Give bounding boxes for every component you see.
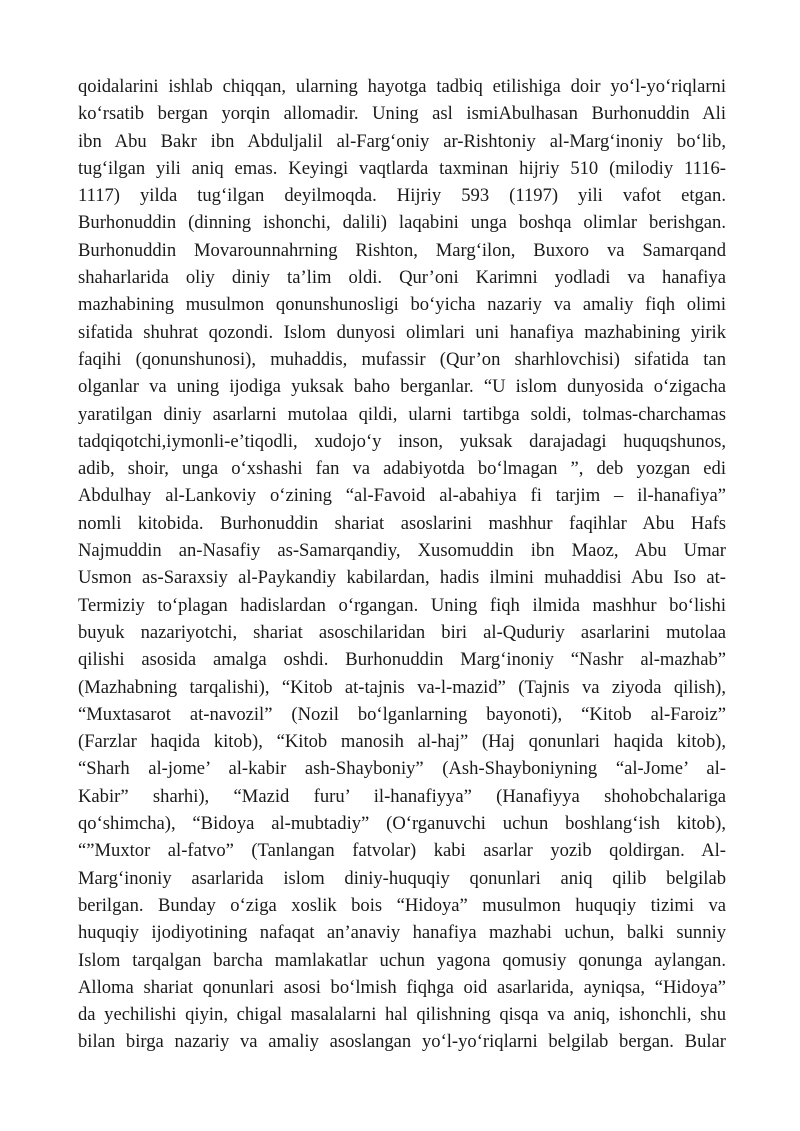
text-line: “Sharh al-jome’ al-kabir ash-Shayboniy” (Ash-Shayboniyning “al-Jome’ al-: [78, 758, 726, 780]
text-line: “”Muxtor al-fatvo” (Tanlangan fatvolar) kabi asarlar yozib qoldirgan. Al-: [78, 840, 726, 862]
text-line: tadqiqotchi,iymonli-e’tiqodli, xudojo‘y inson, yuksak darajadagi huquqshunos,: [78, 430, 726, 452]
text-line: Kabir” sharhi), “Mazid furu’ il-hanafiyya” (Hanafiyya shohobchalariga: [78, 785, 726, 807]
text-line: adib, shoir, unga o‘xshashi fan va adabiyotda bo‘lmagan ”, deb yozgan edi: [78, 458, 726, 480]
text-line: Alloma shariat qonunlari asosi bo‘lmish fiqhga oid asarlarida, ayniqsa, “Hidoya”: [78, 976, 726, 998]
text-line: da yechilishi qiyin, chigal masalalarni hal qilishning qisqa va aniq, ishonchli, shu: [78, 1004, 726, 1026]
text-line: Burhonuddin Movarounnahrning Rishton, Marg‘ilon, Buxoro va Samarqand: [78, 239, 726, 261]
text-line: mazhabining musulmon qonunshunosligi bo‘yicha nazariy va amaliy fiqh olimi: [78, 294, 726, 316]
text-line: huquqiy ijodiyotining nafaqat an’anaviy hanafiya mazhabi uchun, balki sunniy: [78, 922, 726, 944]
text-line: 1117) yilda tug‘ilgan deyilmoqda. Hijriy 593 (1197) yili vafot etgan.: [78, 185, 726, 207]
text-line: Usmon as-Saraxsiy al-Paykandiy kabilardan, hadis ilmini muhaddisi Abu Iso at-: [78, 567, 726, 589]
text-line: Abdulhay al-Lankoviy o‘zining “al-Favoid al-abahiya fi tarjim – il-hanafiya”: [78, 485, 726, 507]
text-line: ibn Abu Bakr ibn Abduljalil al-Farg‘oniy ar-Rishtoniy al-Marg‘inoniy bo‘lib,: [78, 130, 726, 152]
text-line: (Mazhabning tarqalishi), “Kitob at-tajnis va-l-mazid” (Tajnis va ziyoda qilish),: [78, 676, 726, 698]
body-paragraph: [78, 73, 726, 1056]
text-line: yaratilgan diniy asarlarni mutolaa qildi, ularni tartibga soldi, tolmas-charchamas: [78, 403, 726, 425]
text-line: Islom tarqalgan barcha mamlakatlar uchun yagona qomusiy qonunga aylangan.: [78, 949, 726, 971]
text-line: tug‘ilgan yili aniq emas. Keyingi vaqtlarda taxminan hijriy 510 (milodiy 1116-: [78, 157, 726, 179]
text-line: Burhonuddin (dinning ishonchi, dalili) laqabini unga boshqa olimlar berishgan.: [78, 212, 726, 234]
text-line: buyuk nazariyotchi, shariat asoschilaridan biri al-Quduriy asarlarini mutolaa: [78, 621, 726, 643]
text-line: sifatida shuhrat qozondi. Islom dunyosi olimlari uni hanafiya mazhabining yirik: [78, 321, 726, 343]
text-line: olganlar va uning ijodiga yuksak baho berganlar. “U islom dunyosida o‘zigacha: [78, 376, 726, 398]
text-line: Najmuddin an-Nasafiy as-Samarqandiy, Xusomuddin ibn Maoz, Abu Umar: [78, 540, 726, 562]
text-line: qoidalarini ishlab chiqqan, ularning hayotga tadbiq etilishiga doir yo‘l-yo‘riqlarni: [78, 76, 726, 97]
text-line: ko‘rsatib bergan yorqin allomadir. Uning asl ismiAbulhasan Burhonuddin Ali: [78, 103, 726, 125]
text-line: “Muxtasarot at-navozil” (Nozil bo‘lganlarning bayonoti), “Kitob al-Faroiz”: [78, 703, 726, 725]
text-line: nomli kitobida. Burhonuddin shariat asoslarini mashhur faqihlar Abu Hafs: [78, 512, 726, 534]
text-line: Marg‘inoniy asarlarida islom diniy-huquqiy qonunlari aniq qilib belgilab: [78, 867, 726, 889]
text-line: berilgan. Bunday o‘ziga xoslik bois “Hidoya” musulmon huquqiy tizimi va: [78, 894, 726, 916]
text-line: (Farzlar haqida kitob), “Kitob manosih al-haj” (Haj qonunlari haqida kitob),: [78, 731, 726, 753]
text-line: qilishi asosida amalga oshdi. Burhonuddin Marg‘inoniy “Nashr al-mazhab”: [78, 649, 726, 671]
text-line: bilan birga nazariy va amaliy asoslangan yo‘l-yo‘riqlarni belgilab bergan. Bular: [78, 1031, 726, 1053]
text-line: shaharlarida oliy diniy ta’lim oldi. Qur’oni Karimni yodladi va hanafiya: [78, 267, 726, 289]
text-line: faqihi (qonunshunosi), muhaddis, mufassir (Qur’on sharhlovchisi) sifatida tan: [78, 348, 726, 370]
text-line: qo‘shimcha), “Bidoya al-mubtadiy” (O‘rganuvchi uchun boshlang‘ish kitob),: [78, 813, 726, 835]
text-line: Termiziy to‘plagan hadislardan o‘rgangan. Uning fiqh ilmida mashhur bo‘lishi: [78, 594, 726, 616]
